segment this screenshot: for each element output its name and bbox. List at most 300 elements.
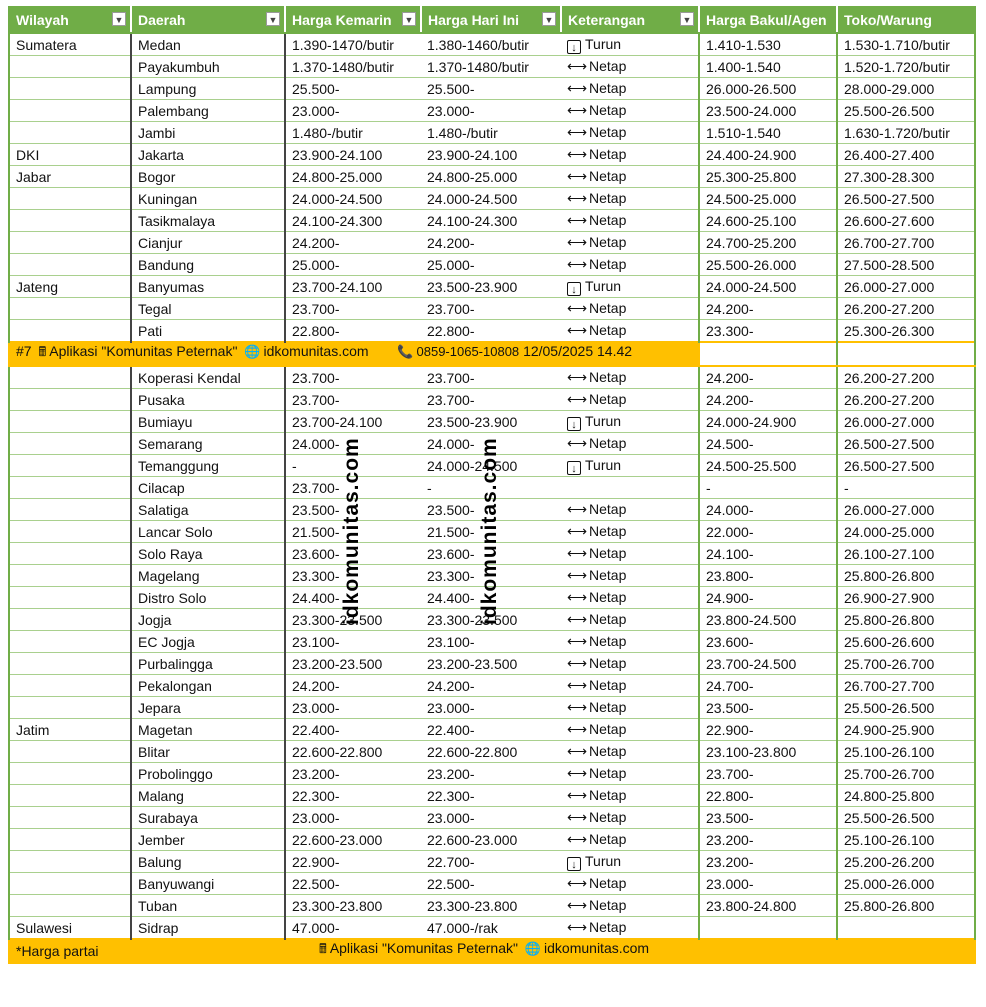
shop-price-cell-text: 25.700-26.700: [844, 655, 935, 672]
note-cell: [561, 543, 699, 565]
prev-price-cell: [285, 807, 421, 829]
left-right-arrow-icon: ⟷: [567, 212, 588, 228]
region-cell-text: Jatim: [16, 721, 50, 738]
agent-price-cell: [699, 210, 837, 232]
filter-dropdown-icon[interactable]: ▼: [542, 12, 556, 26]
prev-price-cell-text: 22.500-: [292, 875, 340, 892]
agent-price-cell: [699, 499, 837, 521]
today-price-cell-text: 23.200-23.500: [427, 655, 518, 672]
region-cell: [9, 719, 131, 741]
region-cell: [9, 411, 131, 433]
header-label: Harga Kemarin: [292, 12, 392, 28]
area-cell: [131, 389, 285, 411]
agent-price-cell-text: 24.500-25.000: [706, 190, 797, 207]
region-cell: [9, 254, 131, 276]
note-cell-text: Netap: [589, 699, 627, 715]
header-row: [9, 7, 975, 33]
today-price-cell: [421, 411, 561, 433]
watermark-text: idkomunitas.com: [340, 437, 363, 625]
shop-price-cell-text: 25.000-26.000: [844, 875, 935, 892]
area-cell-text: Temanggung: [138, 457, 219, 474]
area-cell-text: Balung: [138, 853, 182, 870]
prev-price-cell-text: 23.300-23.800: [292, 897, 383, 914]
note-cell: [561, 411, 699, 433]
region-cell: [9, 433, 131, 455]
note-cell: [561, 276, 699, 298]
shop-price-cell: [837, 276, 975, 298]
agent-price-cell: [699, 389, 837, 411]
prev-price-cell-text: 23.300-: [292, 567, 340, 584]
shop-price-cell-text: 25.800-26.800: [844, 897, 935, 914]
header-harga-bakul: [699, 7, 837, 33]
table-row: [9, 56, 975, 78]
area-cell: [131, 851, 285, 873]
prev-price-cell: [285, 851, 421, 873]
header-label: Toko/Warung: [844, 12, 932, 28]
area-cell: [131, 499, 285, 521]
area-cell: [131, 433, 285, 455]
note-cell-text: Netap: [589, 831, 627, 847]
prev-price-cell: [285, 895, 421, 917]
today-price-cell-text: 23.000-: [427, 102, 475, 119]
note-cell: [561, 785, 699, 807]
note-cell-text: Netap: [589, 256, 627, 272]
note-cell: [561, 587, 699, 609]
shop-price-cell: [837, 609, 975, 631]
area-cell-text: Lampung: [138, 80, 197, 97]
table-body-top: [9, 33, 975, 342]
left-right-arrow-icon: ⟷: [567, 102, 588, 118]
table-row: [9, 100, 975, 122]
table-row: [9, 254, 975, 276]
left-right-arrow-icon: ⟷: [567, 369, 588, 385]
region-cell: [9, 455, 131, 477]
area-cell: [131, 521, 285, 543]
left-right-arrow-icon: ⟷: [567, 809, 588, 825]
today-price-cell: [421, 210, 561, 232]
area-cell-text: Payakumbuh: [138, 58, 220, 75]
area-cell: [131, 455, 285, 477]
left-right-arrow-icon: ⟷: [567, 589, 588, 605]
shop-price-cell-text: 25.500-26.500: [844, 699, 935, 716]
today-price-cell: [421, 741, 561, 763]
note-cell: [561, 609, 699, 631]
today-price-cell: [421, 166, 561, 188]
note-cell-text: Netap: [589, 435, 627, 451]
shop-price-cell: [837, 232, 975, 254]
header-harga-hari-ini: [421, 7, 561, 33]
today-price-cell-text: 23.500-23.900: [427, 413, 518, 430]
today-price-cell: [421, 188, 561, 210]
shop-price-cell-text: 1.630-1.720/butir: [844, 124, 950, 141]
area-cell: [131, 917, 285, 940]
area-cell: [131, 122, 285, 144]
today-price-cell: [421, 653, 561, 675]
shop-price-cell-text: 26.500-27.500: [844, 435, 935, 452]
filter-dropdown-icon[interactable]: ▼: [266, 12, 280, 26]
note-cell-text: Netap: [589, 124, 627, 140]
shop-price-cell-text: 25.800-26.800: [844, 567, 935, 584]
area-cell: [131, 543, 285, 565]
shop-price-cell-text: 28.000-29.000: [844, 80, 935, 97]
agent-price-cell: [699, 917, 837, 940]
today-price-cell: [421, 631, 561, 653]
region-cell: [9, 188, 131, 210]
prev-price-cell: [285, 210, 421, 232]
today-price-cell: [421, 873, 561, 895]
today-price-cell-text: 24.800-25.000: [427, 168, 518, 185]
table-row: [9, 298, 975, 320]
region-cell-text: Jabar: [16, 168, 52, 185]
note-cell-text: Netap: [589, 765, 627, 781]
banner-row: [9, 342, 975, 366]
table-row: [9, 210, 975, 232]
today-price-cell-text: 1.370-1480/butir: [427, 58, 529, 75]
today-price-cell-text: 25.000-: [427, 256, 475, 273]
note-cell-text: Netap: [589, 146, 627, 162]
area-cell: [131, 631, 285, 653]
agent-price-cell: [699, 543, 837, 565]
table-row: [9, 188, 975, 210]
region-cell: [9, 653, 131, 675]
banner-empty-cell: [699, 342, 837, 366]
area-cell-text: Tegal: [138, 300, 172, 317]
shop-price-cell-text: 25.800-26.800: [844, 611, 935, 628]
header-wilayah: [9, 7, 131, 33]
note-cell-text: Netap: [589, 234, 627, 250]
shop-price-cell-text: 24.800-25.800: [844, 787, 935, 804]
region-cell: [9, 521, 131, 543]
today-price-cell: [421, 100, 561, 122]
area-cell-text: Sidrap: [138, 919, 179, 936]
region-cell: [9, 675, 131, 697]
prev-price-cell-text: 23.700-: [292, 300, 340, 317]
area-cell-text: Distro Solo: [138, 589, 207, 606]
prev-price-cell-text: 23.700-: [292, 369, 340, 386]
note-cell-text: Netap: [589, 743, 627, 759]
note-cell: [561, 122, 699, 144]
down-arrow-box-icon: ↓: [567, 282, 581, 296]
prev-price-cell-text: 24.200-: [292, 677, 340, 694]
agent-price-cell: [699, 33, 837, 56]
note-cell-text: Netap: [589, 80, 627, 96]
area-cell: [131, 276, 285, 298]
filter-dropdown-icon[interactable]: ▼: [112, 12, 126, 26]
table-row: [9, 895, 975, 917]
shop-price-cell-text: 26.400-27.400: [844, 146, 935, 163]
agent-price-cell-text: 1.410-1.530: [706, 36, 781, 53]
globe-icon: 🌐: [244, 344, 261, 359]
note-cell-text: Turun: [585, 277, 622, 294]
shop-price-cell-text: 25.500-26.500: [844, 809, 935, 826]
table-row: [9, 741, 975, 763]
prev-price-cell: [285, 697, 421, 719]
today-price-cell: [421, 675, 561, 697]
today-price-cell: [421, 33, 561, 56]
region-cell: [9, 320, 131, 343]
agent-price-cell: [699, 455, 837, 477]
shop-price-cell: [837, 763, 975, 785]
banner-site[interactable]: idkomunitas.com: [263, 343, 369, 359]
left-right-arrow-icon: ⟷: [567, 611, 588, 627]
left-right-arrow-icon: ⟷: [567, 146, 588, 162]
prev-price-cell: [285, 320, 421, 343]
left-right-arrow-icon: ⟷: [567, 501, 588, 517]
today-price-cell: [421, 829, 561, 851]
left-right-arrow-icon: ⟷: [567, 256, 588, 272]
today-price-cell-text: 22.600-23.000: [427, 831, 518, 848]
region-cell-text: Sumatera: [16, 36, 77, 53]
area-cell: [131, 366, 285, 389]
agent-price-cell: [699, 122, 837, 144]
agent-price-cell: [699, 477, 837, 499]
shop-price-cell: [837, 741, 975, 763]
table-row: [9, 697, 975, 719]
today-price-cell: [421, 78, 561, 100]
prev-price-cell-text: 23.000-: [292, 699, 340, 716]
today-price-cell: [421, 763, 561, 785]
area-cell-text: Pusaka: [138, 391, 185, 408]
prev-price-cell: [285, 232, 421, 254]
header-label: Daerah: [138, 12, 186, 28]
note-cell-text: Turun: [585, 412, 622, 429]
shop-price-cell-text: 26.000-27.000: [844, 501, 935, 518]
area-cell: [131, 565, 285, 587]
agent-price-cell-text: 24.600-25.100: [706, 212, 797, 229]
today-price-cell-text: 24.000-24.500: [427, 190, 518, 207]
note-cell-text: Turun: [585, 35, 622, 52]
note-cell-text: Netap: [589, 809, 627, 825]
shop-price-cell: [837, 254, 975, 276]
agent-price-cell: [699, 78, 837, 100]
today-price-cell-text: 23.600-: [427, 545, 475, 562]
prev-price-cell-text: 22.600-23.000: [292, 831, 383, 848]
shop-price-cell: [837, 851, 975, 873]
note-cell-text: Netap: [589, 212, 627, 228]
region-cell: [9, 565, 131, 587]
today-price-cell-text: 23.100-: [427, 633, 475, 650]
region-cell: [9, 33, 131, 56]
area-cell: [131, 78, 285, 100]
area-cell: [131, 587, 285, 609]
note-cell: [561, 829, 699, 851]
prev-price-cell: [285, 166, 421, 188]
shop-price-cell: [837, 785, 975, 807]
shop-price-cell-text: 25.200-26.200: [844, 853, 935, 870]
area-cell: [131, 895, 285, 917]
note-cell-text: Netap: [589, 300, 627, 316]
agent-price-cell: [699, 232, 837, 254]
prev-price-cell: [285, 829, 421, 851]
prev-price-cell-text: 23.200-23.500: [292, 655, 383, 672]
table-row: [9, 232, 975, 254]
prev-price-cell-text: 24.100-24.300: [292, 212, 383, 229]
filter-dropdown-icon[interactable]: ▼: [680, 12, 694, 26]
left-right-arrow-icon: ⟷: [567, 787, 588, 803]
table-row: [9, 33, 975, 56]
globe-icon: 🌐: [524, 941, 542, 956]
table-row: [9, 873, 975, 895]
agent-price-cell: [699, 366, 837, 389]
agent-price-cell-text: 25.500-26.000: [706, 256, 797, 273]
agent-price-cell-text: 22.900-: [706, 721, 754, 738]
header-label: Harga Hari Ini: [428, 12, 520, 28]
agent-price-cell: [699, 298, 837, 320]
note-cell: [561, 697, 699, 719]
table-row: [9, 631, 975, 653]
footer-site[interactable]: idkomunitas.com: [544, 940, 650, 956]
today-price-cell-text: 23.300-23.500: [427, 611, 518, 628]
area-cell-text: EC Jogja: [138, 633, 195, 650]
left-right-arrow-icon: ⟷: [567, 300, 588, 316]
area-cell-text: Tuban: [138, 897, 178, 914]
area-cell-text: Salatiga: [138, 501, 189, 518]
area-cell-text: Palembang: [138, 102, 209, 119]
area-cell-text: Cianjur: [138, 234, 183, 251]
note-cell-text: Netap: [589, 168, 627, 184]
region-cell: [9, 917, 131, 940]
area-cell: [131, 210, 285, 232]
agent-price-cell-text: 24.000-24.500: [706, 278, 797, 295]
prev-price-cell: [285, 917, 421, 940]
prev-price-cell: [285, 122, 421, 144]
agent-price-cell: [699, 166, 837, 188]
prev-price-cell-text: 23.700-: [292, 479, 340, 496]
table-row: [9, 653, 975, 675]
area-cell: [131, 411, 285, 433]
down-arrow-box-icon: ↓: [567, 417, 581, 431]
note-cell: [561, 895, 699, 917]
agent-price-cell: [699, 411, 837, 433]
note-cell: [561, 320, 699, 343]
agent-price-cell-text: 24.200-: [706, 391, 754, 408]
prev-price-cell-text: 22.300-: [292, 787, 340, 804]
region-cell: [9, 232, 131, 254]
region-cell-text: Sulawesi: [16, 919, 73, 936]
prev-price-cell-text: 21.500-: [292, 523, 340, 540]
table-row: [9, 807, 975, 829]
agent-price-cell-text: 24.700-: [706, 677, 754, 694]
agent-price-cell-text: 23.100-23.800: [706, 743, 797, 760]
shop-price-cell: [837, 122, 975, 144]
shop-price-cell: [837, 298, 975, 320]
today-price-cell-text: 22.500-: [427, 875, 475, 892]
calculator-icon: 🖩: [38, 344, 47, 359]
area-cell: [131, 609, 285, 631]
shop-price-cell-text: 26.600-27.600: [844, 212, 935, 229]
shop-price-cell-text: 1.520-1.720/butir: [844, 58, 950, 75]
shop-price-cell-text: 24.000-25.000: [844, 523, 935, 540]
agent-price-cell: [699, 895, 837, 917]
shop-price-cell: [837, 653, 975, 675]
area-cell-text: Magetan: [138, 721, 193, 738]
agent-price-cell: [699, 741, 837, 763]
area-cell-text: Koperasi Kendal: [138, 369, 241, 386]
table-row: [9, 320, 975, 343]
region-cell: [9, 741, 131, 763]
today-price-cell: [421, 389, 561, 411]
note-cell: [561, 33, 699, 56]
note-cell-text: Turun: [585, 456, 622, 473]
shop-price-cell: [837, 565, 975, 587]
area-cell: [131, 675, 285, 697]
today-price-cell: [421, 851, 561, 873]
footer-app: Aplikasi "Komunitas Peternak": [329, 940, 518, 956]
note-cell: [561, 366, 699, 389]
note-cell-text: Netap: [589, 677, 627, 693]
area-cell-text: Banyuwangi: [138, 875, 215, 892]
note-cell: [561, 455, 699, 477]
region-cell: [9, 697, 131, 719]
shop-price-cell: [837, 411, 975, 433]
region-cell: [9, 477, 131, 499]
area-cell-text: Tasikmalaya: [138, 212, 216, 229]
note-cell: [561, 631, 699, 653]
note-cell-text: Netap: [589, 369, 627, 385]
note-cell: [561, 232, 699, 254]
area-cell: [131, 298, 285, 320]
today-price-cell-text: 24.200-: [427, 234, 475, 251]
shop-price-cell: [837, 188, 975, 210]
agent-price-cell-text: 24.100-: [706, 545, 754, 562]
area-cell-text: Jepara: [138, 699, 181, 716]
today-price-cell: [421, 298, 561, 320]
prev-price-cell: [285, 33, 421, 56]
agent-price-cell: [699, 144, 837, 166]
prev-price-cell-text: -: [292, 457, 297, 474]
prev-price-cell-text: 23.200-: [292, 765, 340, 782]
shop-price-cell: [837, 521, 975, 543]
shop-price-cell: [837, 56, 975, 78]
today-price-cell-text: 47.000-/rak: [427, 919, 498, 936]
area-cell-text: Bandung: [138, 256, 195, 273]
note-cell-text: Netap: [589, 567, 627, 583]
region-cell: [9, 609, 131, 631]
area-cell: [131, 697, 285, 719]
agent-price-cell-text: 23.000-: [706, 875, 754, 892]
left-right-arrow-icon: ⟷: [567, 633, 588, 649]
table-row: [9, 675, 975, 697]
note-cell: [561, 188, 699, 210]
region-cell: [9, 210, 131, 232]
filter-dropdown-icon[interactable]: ▼: [402, 12, 416, 26]
note-cell-text: Netap: [589, 633, 627, 649]
today-price-cell: [421, 56, 561, 78]
today-price-cell-text: -: [427, 479, 432, 496]
left-right-arrow-icon: ⟷: [567, 699, 588, 715]
area-cell: [131, 100, 285, 122]
left-right-arrow-icon: ⟷: [567, 765, 588, 781]
area-cell-text: Pati: [138, 322, 163, 339]
left-right-arrow-icon: ⟷: [567, 58, 588, 74]
region-cell: [9, 166, 131, 188]
left-right-arrow-icon: ⟷: [567, 567, 588, 583]
region-cell: [9, 829, 131, 851]
prev-price-cell: [285, 675, 421, 697]
agent-price-cell: [699, 697, 837, 719]
region-cell: [9, 807, 131, 829]
region-cell: [9, 298, 131, 320]
prev-price-cell: [285, 411, 421, 433]
today-price-cell-text: 22.800-: [427, 322, 475, 339]
prev-price-cell: [285, 254, 421, 276]
today-price-cell-text: 22.300-: [427, 787, 475, 804]
agent-price-cell: [699, 719, 837, 741]
note-cell-text: Netap: [589, 501, 627, 517]
area-cell-text: Blitar: [138, 743, 170, 760]
agent-price-cell: [699, 653, 837, 675]
note-cell: [561, 499, 699, 521]
